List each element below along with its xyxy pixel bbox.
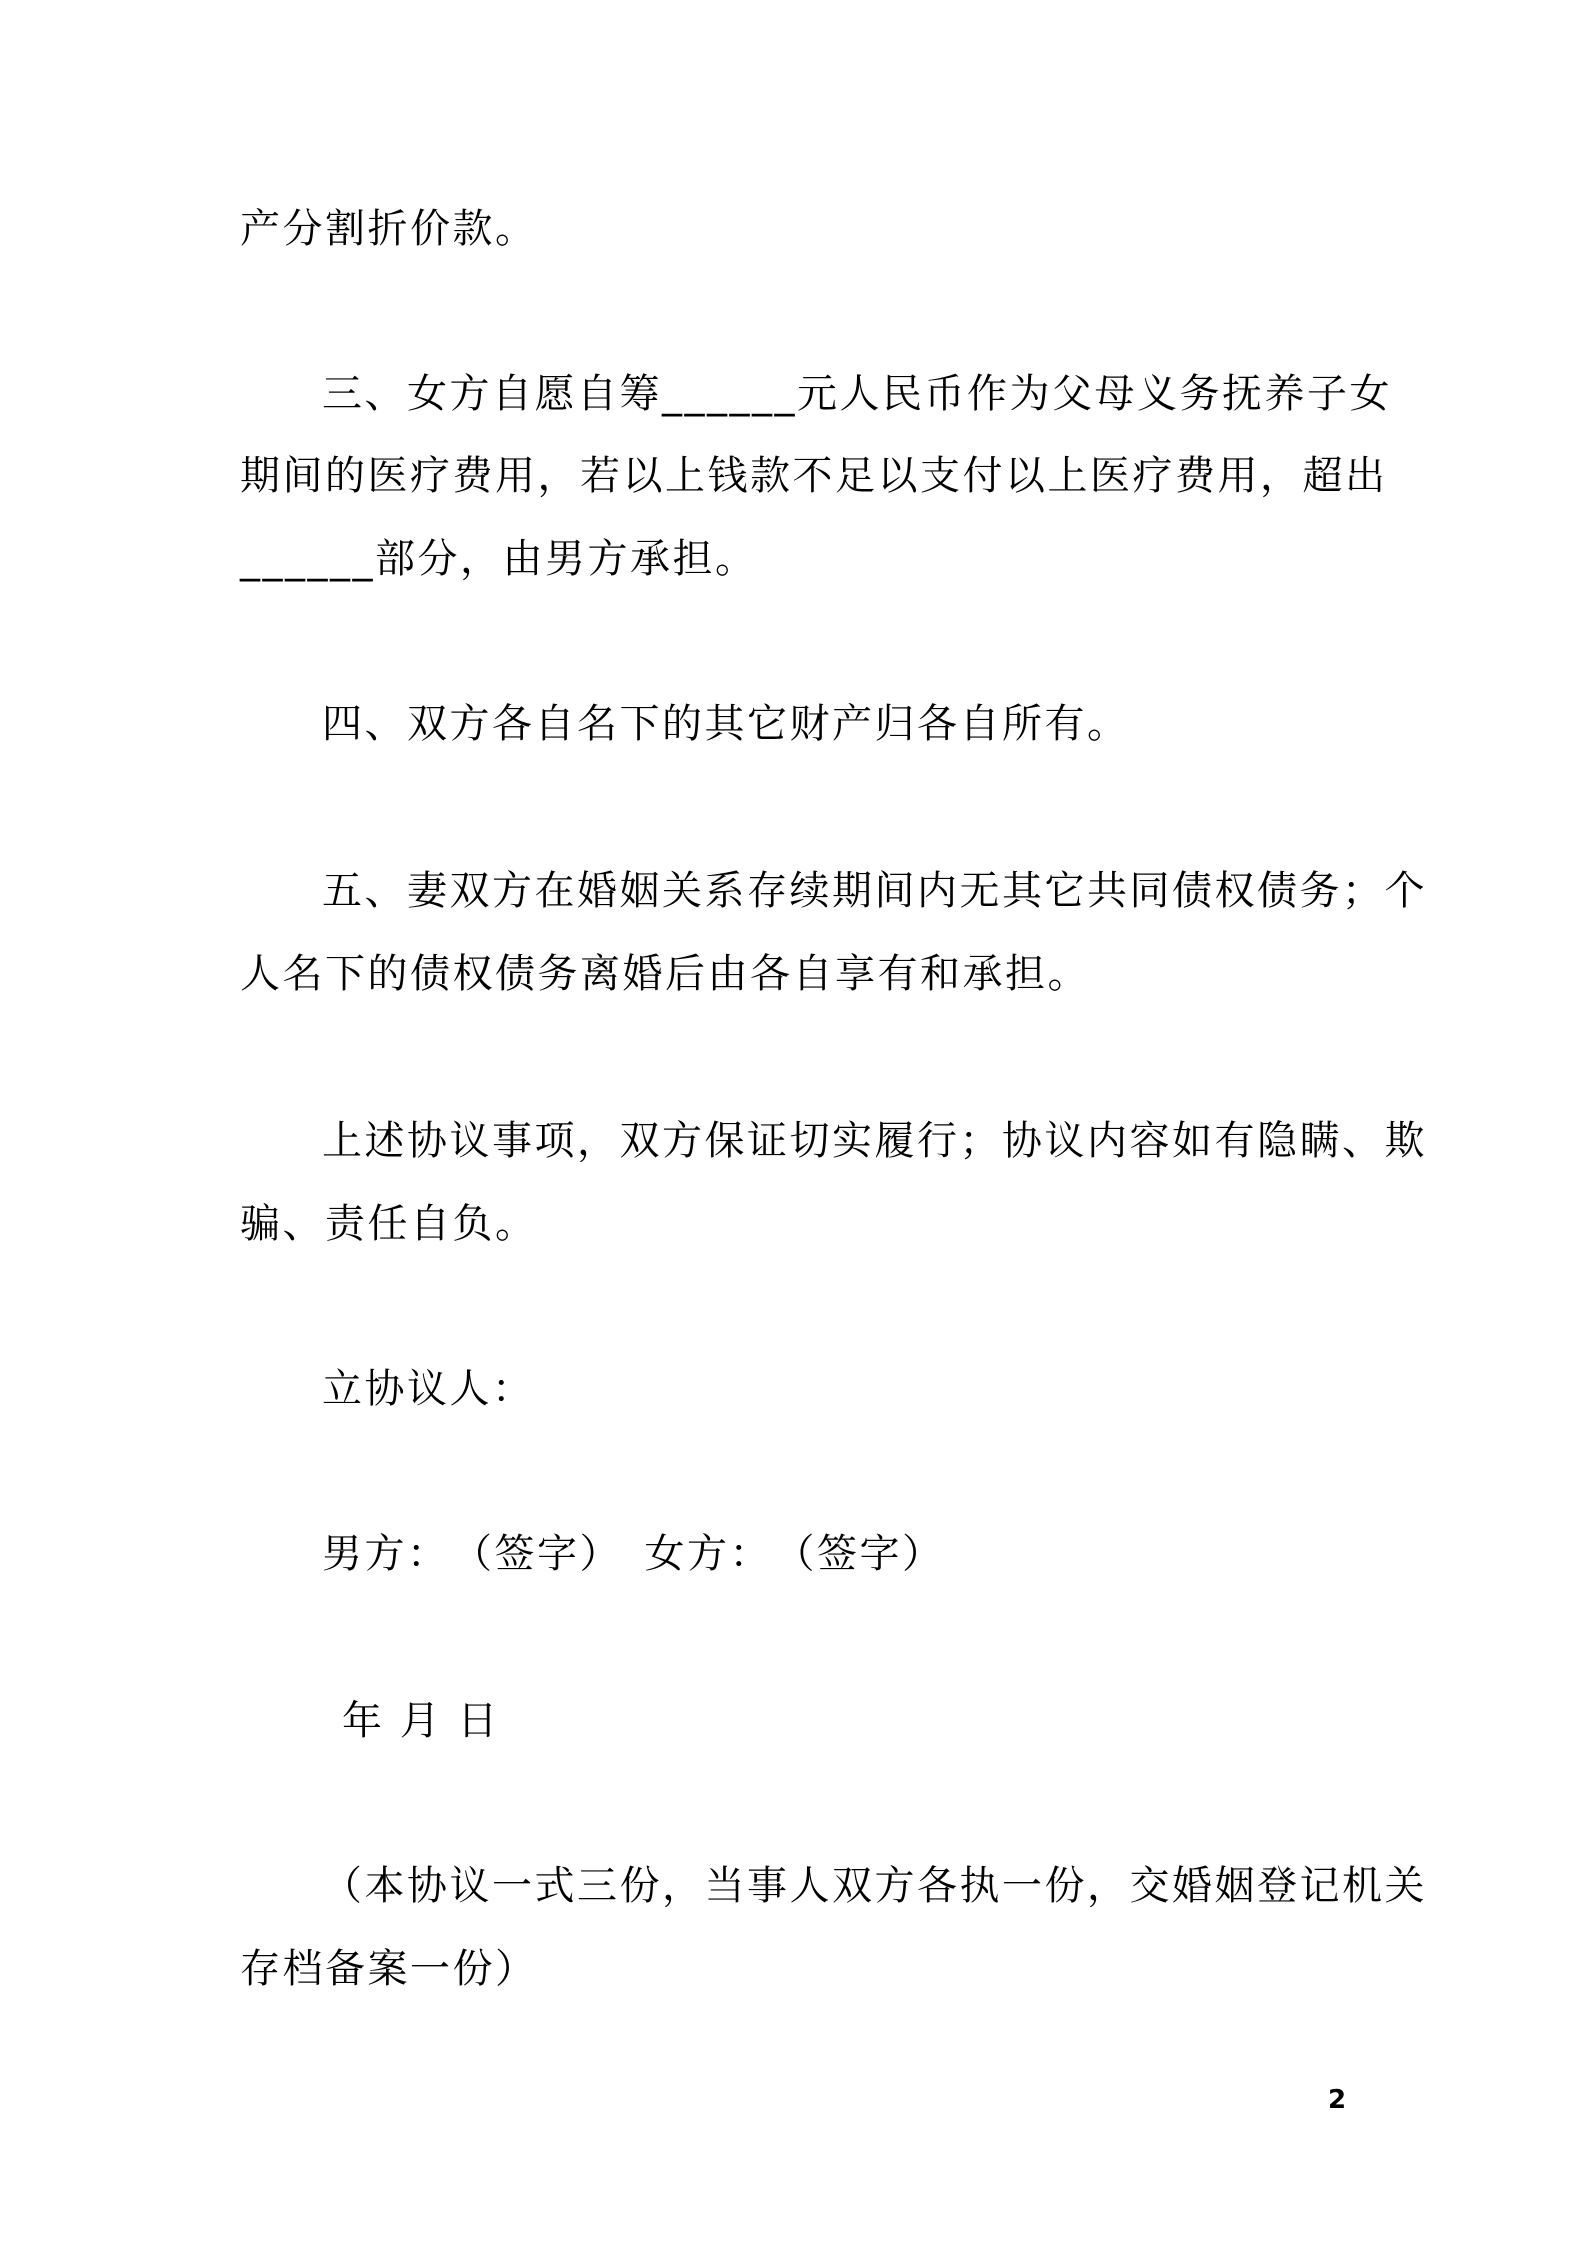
- guarantee-line-2: 骗、责任自负。: [240, 1201, 538, 1247]
- clause-5-line-1: 五、妻双方在婚姻关系存续期间内无其它共同债权债务；个: [322, 868, 1427, 914]
- guarantee-line-1: 上述协议事项，双方保证切实履行；协议内容如有隐瞒、欺: [322, 1118, 1427, 1164]
- clause-4-line: 四、双方各自名下的其它财产归各自所有。: [322, 701, 1130, 747]
- clause-5-line-2: 人名下的债权债务离婚后由各自享有和承担。: [240, 951, 1090, 997]
- signature-line: 男方： （签字） 女方： （签字）: [322, 1531, 945, 1577]
- clause-3-line-1: 三、女方自愿自筹______元人民币作为父母义务抚养子女: [322, 371, 1392, 417]
- copies-note-line-1: （本协议一式三份，当事人双方各执一份，交婚姻登记机关: [322, 1863, 1427, 1909]
- paragraph-2-end-line: 产分割折价款。: [240, 206, 538, 252]
- page-number: 2: [1328, 2085, 1347, 2115]
- clause-3-line-3: ______部分，由男方承担。: [240, 536, 758, 582]
- signatories-label: 立协议人：: [322, 1366, 535, 1412]
- copies-note-line-2: 存档备案一份）: [240, 1946, 538, 1992]
- clause-3-line-2: 期间的医疗费用，若以上钱款不足以支付以上医疗费用，超出: [240, 453, 1388, 499]
- date-line: 年 月 日: [342, 1698, 500, 1744]
